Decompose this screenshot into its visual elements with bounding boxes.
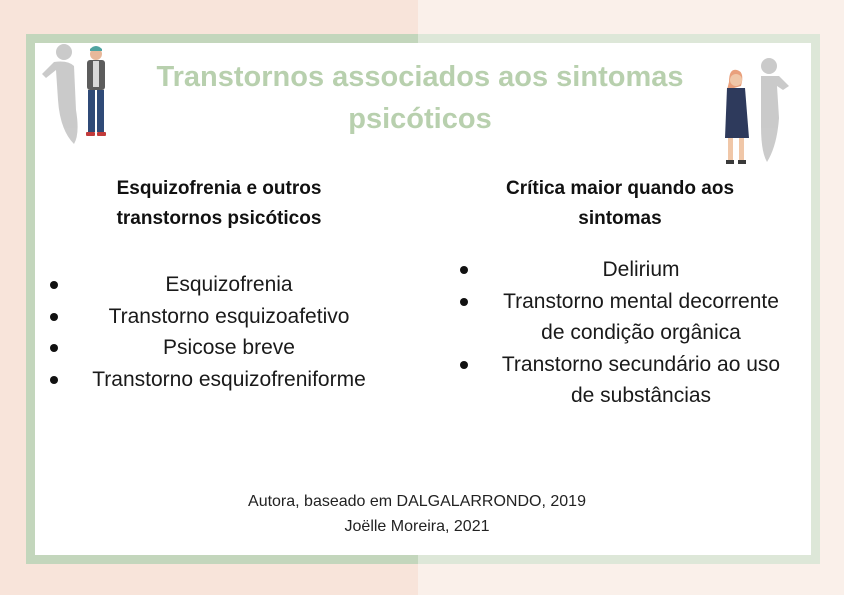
list-item: Delirium (500, 254, 782, 286)
credits-line-2: Joëlle Moreira, 2021 (344, 518, 490, 535)
credits (200, 489, 634, 539)
right-column-list (500, 254, 782, 412)
list-item: Esquizofrenia (90, 269, 368, 301)
list-item: Transtorno mental decorrente de condição orgânica (500, 286, 782, 349)
list-item: Psicose breve (90, 332, 368, 364)
woman-with-shadow-figure-icon (715, 56, 795, 170)
list-item: Transtorno esquizoafetivo (90, 301, 368, 333)
credits-line-1: Autora, baseado em DALGALARRONDO, 2019 (248, 493, 586, 510)
left-column-heading: Esquizofrenia e outros transtornos psicóticos (116, 178, 322, 229)
page-title: Transtornos associados aos sintomas psicóticos (156, 61, 684, 135)
right-column-heading: Crítica maior quando aos sintomas (505, 178, 735, 229)
list-item: Transtorno secundário ao uso de substâncias (500, 349, 782, 412)
left-column-list (90, 269, 368, 395)
man-with-shadow-figure-icon (38, 40, 118, 150)
list-item: Transtorno esquizofreniforme (90, 364, 368, 396)
